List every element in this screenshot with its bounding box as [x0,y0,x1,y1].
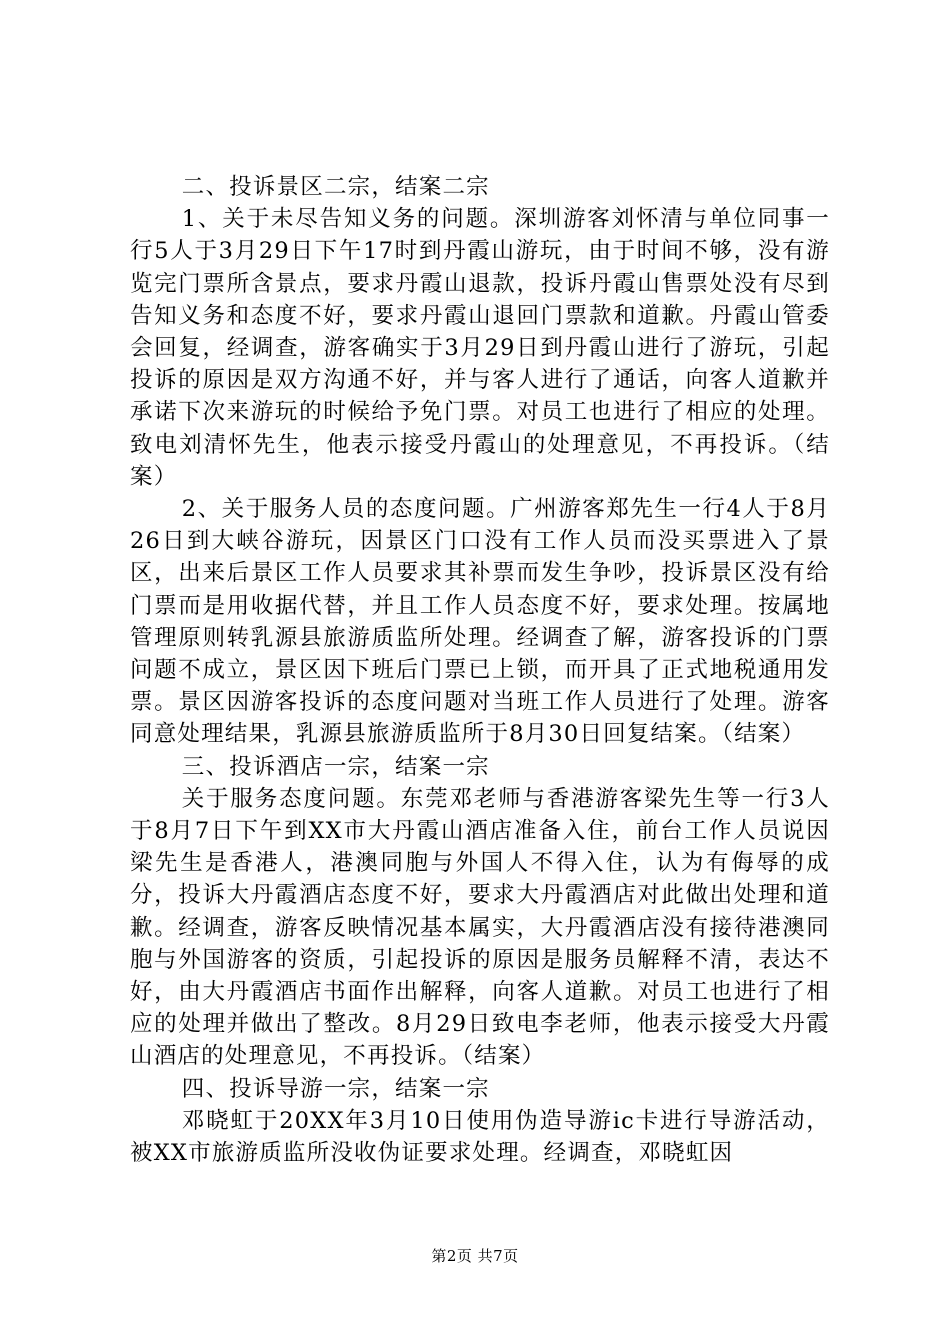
page-number-footer: 第2页 共7页 [431,1247,519,1265]
paragraph-unfulfilled-notice: 1、关于未尽告知义务的问题。深圳游客刘怀清与单位同事一行5人于3月29日下午17时到丹霞山游玩，由于时间不够，没有游览完门票所含景点，要求丹霞山退款，投诉丹霞山售票处没有尽到告知义务和态度不好，要求丹霞山退回门票款和道歉。丹霞山管委会回复，经调查，游客确实于3月29日到丹霞山进行了游玩，引起投诉的原因是双方沟通不好，并与客人进行了通话，向客人道歉并承诺下次来游玩的时候给予免门票。对员工也进行了相应的处理。致电刘清怀先生，他表示接受丹霞山的处理意见，不再投诉。（结案） [130,206,830,490]
document-body [130,171,830,1169]
section-heading-hotels: 三、投诉酒店一宗，结案一宗 [181,753,490,780]
paragraph-forged-guide-card: 邓晓虹于20XX年3月10日使用伪造导游ic卡进行导游活动，被XX市旅游质监所没收伪证要求处理。经调查，邓晓虹因 [130,1107,830,1167]
section-heading-scenic-spots: 二、投诉景区二宗，结案二宗 [181,174,490,200]
paragraph-staff-attitude: 2、关于服务人员的态度问题。广州游客郑先生一行4人于8月26日到大峡谷游玩，因景区门口没有工作人员而没买票进入了景区，出来后景区工作人员要求其补票而发生争吵，投诉景区没有给门票而是用收据代替，并且工作人员态度不好，要求处理。按属地管理原则转乳源县旅游质监所处理。经调查了解，游客投诉的门票问题不成立，景区因下班后门票已上锁，而开具了正式地税通用发票。景区因游客投诉的态度问题对当班工作人员进行了处理。游客同意处理结果，乳源县旅游质监所于8月30日回复结案。（结案） [130,496,830,748]
section-heading-tour-guides: 四、投诉导游一宗，结案一宗 [181,1075,490,1102]
paragraph-hotel-service: 关于服务态度问题。东莞邓老师与香港游客梁先生等一行3人于8月7日下午到XX市大丹霞山酒店准备入住，前台工作人员说因梁先生是香港人，港澳同胞与外国人不得入住，认为有侮辱的成分，投诉大丹霞酒店态度不好，要求大丹霞酒店对此做出处理和道歉。经调查，游客反映情况基本属实，大丹霞酒店没有接待港澳同胞与外国游客的资质，引起投诉的原因是服务员解释不清，表达不好，由大丹霞酒店书面作出解释，向客人道歉。对员工也进行了相应的处理并做出了整改。8月29日致电李老师，他表示接受大丹霞山酒店的处理意见，不再投诉。（结案） [130,785,830,1070]
